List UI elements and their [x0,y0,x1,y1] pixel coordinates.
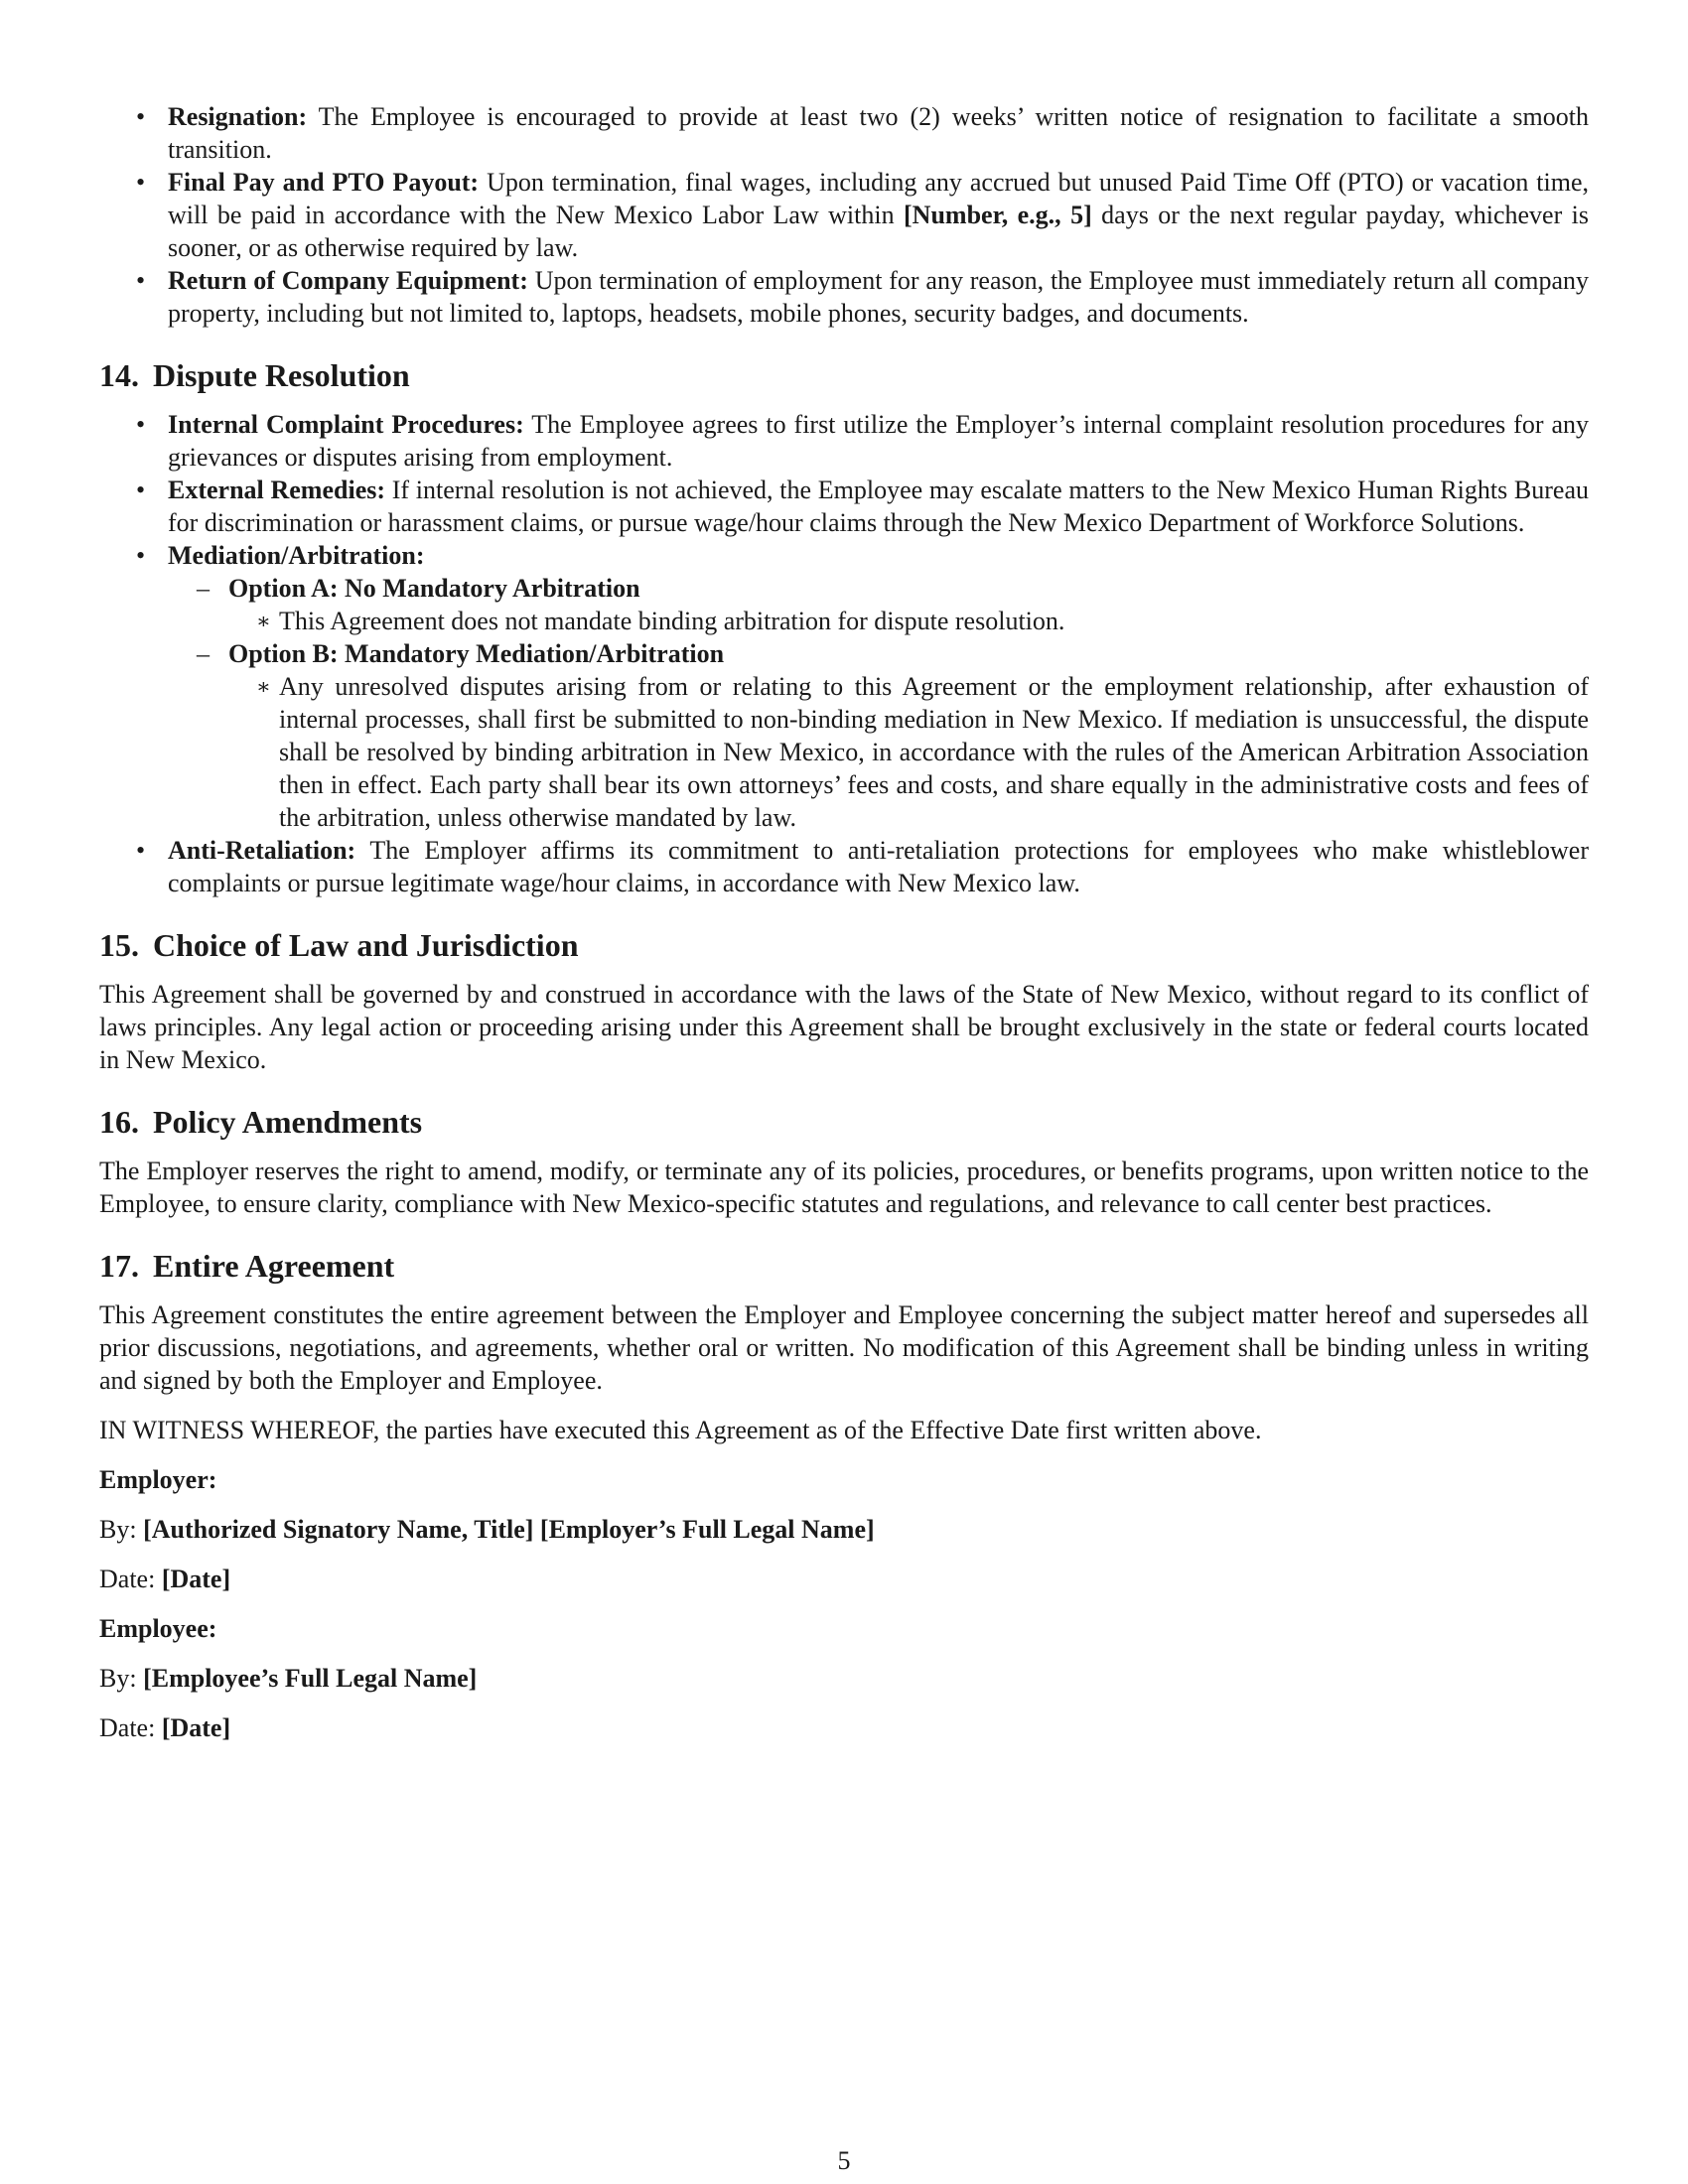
item-text: Upon termination, final wages, including any accrued but unused Paid Time Off (PTO) or vacation time, will be paid in accordance with the New Mexico Labor Law within [168,168,1589,229]
section-heading [99,1246,1589,1286]
section-number: 17. [99,1248,139,1284]
by-prefix: By: [99,1664,137,1693]
section-17 [99,1246,1589,1446]
date-placeholder: [Date] [161,1713,231,1742]
section-paragraph: The Employer reserves the right to amend, modify, or terminate any of its policies, procedures, or benefits programs, upon written notice to the Employee, to ensure clarity, compliance with New Mexico-specific statutes and regulations, and relevance to call center best practices. [99,1157,1589,1218]
list-item-anti-retaliation [99,834,1589,899]
item-label: Final Pay and PTO Payout: [168,168,480,197]
employee-date-line [99,1711,1589,1744]
item-text: days or the next regular payday, whichever is sooner, or as otherwise required by law. [168,201,1589,262]
option-a-text: ∗ This Agreement does not mandate binding arbitration for dispute resolution. [228,605,1589,637]
document-body [99,100,1589,1744]
list-item-mediation [99,539,1589,834]
section-paragraph: This Agreement shall be governed by and construed in accordance with the laws of the State of New Mexico, without regard to its conflict of laws principles. Any legal action or proceeding arising under this Agreement shall be brought exclusively in the state or federal courts located in New Mexico. [99,980,1589,1074]
option-label: Option B: Mandatory Mediation/Arbitration [228,639,725,668]
section-title: Entire Agreement [153,1248,395,1284]
termination-list [99,100,1589,330]
section-number: 16. [99,1104,139,1140]
date-prefix: Date: [99,1713,156,1742]
section-heading [99,355,1589,395]
option-label: Option A: No Mandatory Arbitration [228,574,640,603]
employer-signatory-placeholder: [Authorized Signatory Name, Title] [143,1515,534,1544]
employee-name-placeholder: [Employee’s Full Legal Name] [143,1664,478,1693]
employee-label-line [99,1612,1589,1645]
employer-name-placeholder: [Employer’s Full Legal Name] [539,1515,875,1544]
option-a-details [228,605,1589,637]
item-label: Internal Complaint Procedures: [168,410,524,439]
signature-block [99,1463,1589,1744]
item-label: Resignation: [168,102,308,131]
item-label: Mediation/Arbitration: [168,541,425,570]
witness-statement: IN WITNESS WHEREOF, the parties have executed this Agreement as of the Effective Date first written above. [99,1416,1262,1444]
option-b [168,637,1589,834]
option-b-text: ∗ Any unresolved disputes arising from or relating to this Agreement or the employment relationship, after exhaustion of internal processes, shall first be submitted to non-binding mediation in New Mexico. If mediation is unsuccessful, the dispute shall be resolved by binding arbitration in New Mexico, in accordance with the rules of the American Arbitration Association then in effect. Each party shall bear its own attorneys’ fees and costs, and share equally in the administrative costs and fees of the arbitration, unless otherwise mandated by law. [228,670,1589,834]
section-16 [99,1102,1589,1220]
section-15 [99,925,1589,1076]
placeholder-number: [Number, e.g., 5] [904,201,1092,229]
section-title: Choice of Law and Jurisdiction [153,927,579,963]
date-placeholder: [Date] [161,1565,231,1593]
item-label: External Remedies: [168,476,386,504]
section-14 [99,355,1589,899]
item-label: Return of Company Equipment: [168,266,528,295]
item-text: The Employee is encouraged to provide at least two (2) weeks’ written notice of resignation to facilitate a smooth transition. [168,102,1589,164]
section-paragraph: This Agreement constitutes the entire agreement between the Employer and Employee concerning the subject matter hereof and supersedes all prior discussions, negotiations, and agreements, whether oral or written. No modification of this Agreement shall be binding unless in writing and signed by both the Employer and Employee. [99,1300,1589,1395]
section-number: 14. [99,357,139,393]
employer-by-line [99,1513,1589,1546]
date-prefix: Date: [99,1565,156,1593]
employer-label: Employer: [99,1465,217,1494]
section-title: Policy Amendments [153,1104,423,1140]
section-heading [99,925,1589,965]
employee-by-line [99,1662,1589,1695]
section-number: 15. [99,927,139,963]
employee-label: Employee: [99,1614,217,1643]
item-text: If internal resolution is not achieved, the Employee may escalate matters to the New Mexico Human Rights Bureau for discrimination or harassment claims, or pursue wage/hour claims through the New Mexico Department of Workforce Solutions. [168,476,1590,537]
item-text: Upon termination of employment for any reason, the Employee must immediately return all company property, including but not limited to, laptops, headsets, mobile phones, security badges, and documents. [168,266,1589,328]
by-prefix: By: [99,1515,137,1544]
option-b-details [228,670,1589,834]
list-item-internal [99,408,1589,474]
item-text: The Employee agrees to first utilize the Employer’s internal complaint resolution procedures for any grievances or disputes arising from employment. [168,410,1589,472]
employer-date-line [99,1563,1589,1595]
list-item-resignation [99,100,1589,166]
list-item-external [99,474,1589,539]
list-item-return-equipment [99,264,1589,330]
employer-label-line [99,1463,1589,1496]
list-item-final-pay [99,166,1589,264]
item-label: Anti-Retaliation: [168,836,356,865]
page-number: 5 [837,2146,851,2175]
option-a [168,572,1589,637]
dispute-list [99,408,1589,899]
section-heading [99,1102,1589,1142]
item-text: The Employer affirms its commitment to anti-retaliation protections for employees who make whistleblower complaints or pursue legitimate wage/hour claims, in accordance with New Mexico law. [168,836,1589,897]
section-title: Dispute Resolution [153,357,410,393]
mediation-options [168,572,1589,834]
